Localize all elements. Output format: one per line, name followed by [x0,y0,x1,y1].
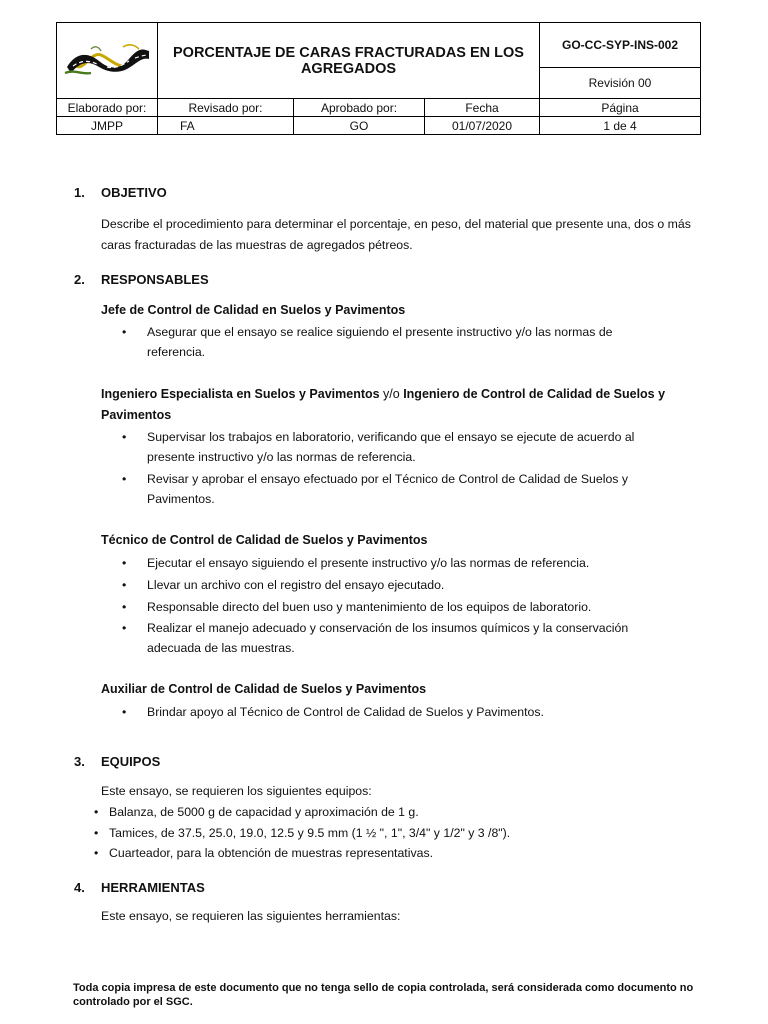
role-heading-auxiliar: Auxiliar de Control de Calidad de Suelos y Pavimentos [101,682,427,696]
role-name-a: Ingeniero Especialista en Suelos y Pavimentos [101,387,380,401]
equipos-intro: Este ensayo, se requieren los siguientes equipos: [101,784,372,798]
logo-cell [57,23,158,99]
section-heading-responsables [74,272,209,287]
bullet-icon: • [122,600,127,614]
bullet-icon: • [122,705,127,719]
section-title: RESPONSABLES [101,272,209,287]
meta-label-elaborado: Elaborado por: [57,99,158,117]
list-item [101,575,661,595]
list-item [101,553,661,573]
list-item-text: Tamices, de 37.5, 25.0, 19.0, 12.5 y 9.5 mm (1 ½ ", 1", 3/4" y 1/2" y 3 /8"). [109,826,511,840]
bullet-icon: • [94,826,99,840]
bullet-icon: • [122,621,127,635]
list-item-text: Ejecutar el ensayo siguiendo el presente instructivo y/o las normas de referencia. [147,556,590,570]
list-item-text: Responsable directo del buen uso y mantenimiento de los equipos de laboratorio. [147,600,592,614]
meta-value-elaborado: JMPP [57,117,158,135]
role-name-b: Ingeniero de Control de Calidad de Suelos y Pavimentos [101,387,666,422]
list-item [94,843,694,863]
list-item-text: Supervisar los trabajos en laboratorio, verificando que el ensayo se ejecute de acuerdo al presente instructivo y/o las normas de referencia. [147,430,635,464]
role-join: y/o [379,387,404,401]
meta-value-revisado: FA [158,117,294,135]
list-item [101,702,661,722]
list-item-text: Llevar un archivo con el registro del ensayo ejecutado. [147,578,445,592]
road-logo-icon [63,39,151,79]
meta-value-fecha: 01/07/2020 [425,117,540,135]
list-item-text: Cuarteador, para la obtención de muestras representativas. [109,846,434,860]
bullet-icon: • [122,430,127,444]
revision-label: Revisión 00 [540,68,701,99]
document-title: PORCENTAJE DE CARAS FRACTURADAS EN LOS AGREGADOS [158,23,540,99]
section-heading-objetivo [74,185,167,200]
bullet-icon: • [122,325,127,339]
meta-label-pagina: Página [540,99,701,117]
bullet-icon: • [122,578,127,592]
list-item [101,469,661,509]
section-title: OBJETIVO [101,185,167,200]
list-item [101,618,661,658]
bullet-icon: • [122,556,127,570]
list-item [101,322,661,362]
list-item [101,427,661,467]
meta-value-pagina: 1 de 4 [540,117,701,135]
section-heading-herramientas [74,880,205,895]
role-heading-ingeniero [101,384,701,426]
list-item-text: Brindar apoyo al Técnico de Control de Calidad de Suelos y Pavimentos. [147,705,544,719]
list-item [101,597,661,617]
meta-label-fecha: Fecha [425,99,540,117]
bullet-icon: • [94,846,99,860]
list-item [94,802,694,822]
footer-disclaimer: Toda copia impresa de este documento que no tenga sello de copia controlada, será considerada como documento no controlado por el SGC. [73,982,694,1008]
role-heading-tecnico: Técnico de Control de Calidad de Suelos y Pavimentos [101,533,428,547]
section-heading-equipos [74,754,160,769]
section-title: EQUIPOS [101,754,161,769]
meta-label-revisado: Revisado por: [158,99,294,117]
section-title: HERRAMIENTAS [101,880,205,895]
meta-label-aprobado: Aprobado por: [294,99,425,117]
list-item-text: Revisar y aprobar el ensayo efectuado por el Técnico de Control de Calidad de Suelos y Pavimentos. [147,472,629,506]
bullet-icon: • [122,472,127,486]
section-number: 3. [74,754,85,769]
document-code: GO-CC-SYP-INS-002 [540,23,701,68]
role-heading-jefe: Jefe de Control de Calidad en Suelos y Pavimentos [101,303,406,317]
list-item-text: Asegurar que el ensayo se realice siguiendo el presente instructivo y/o las normas de referencia. [147,325,613,359]
section-number: 1. [74,185,85,200]
section-number: 2. [74,272,85,287]
list-item-text: Realizar el manejo adecuado y conservación de los insumos químicos y la conservación adecuada de las muestras. [147,621,629,655]
section-number: 4. [74,880,85,895]
bullet-icon: • [94,805,99,819]
list-item-text: Balanza, de 5000 g de capacidad y aproximación de 1 g. [109,805,419,819]
objetivo-paragraph: Describe el procedimiento para determinar el porcentaje, en peso, del material que presente una, dos o más caras fracturadas de las muestras de agregados pétreos. [101,217,691,252]
meta-value-aprobado: GO [294,117,425,135]
herramientas-intro: Este ensayo, se requieren las siguientes herramientas: [101,909,401,923]
list-item [94,823,694,843]
document-header [56,22,701,135]
